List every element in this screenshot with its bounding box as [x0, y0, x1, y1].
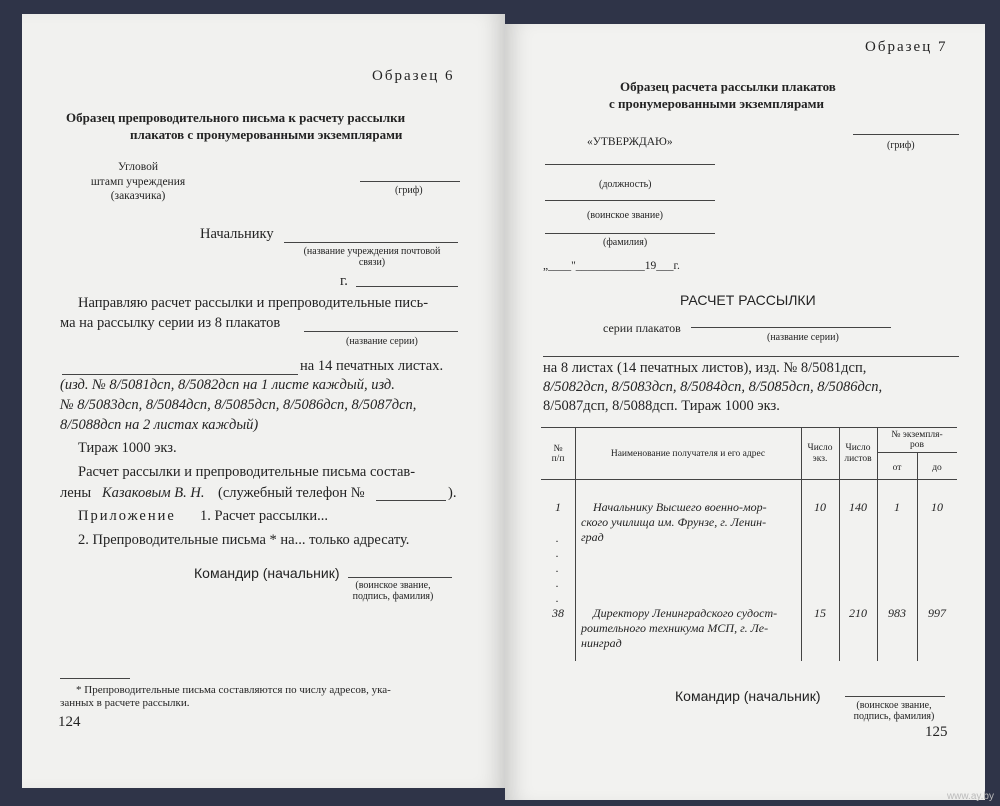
- para2-phone: (служебный телефон №: [218, 485, 365, 501]
- sample-label: Образец 7: [865, 39, 948, 55]
- col-from-header: от: [892, 463, 902, 473]
- right-page: Образец 7 Образец расчета рассылки плакатов с пронумерованными экземплярами «УТВЕРЖДАЮ» (гриф) (должность) (воинское звание) (фамилия) „____"____________19___г. РАСЧЕТ РАССЫЛКИ серии плакатов (название серии) на 8 листах (14 печатных листов), изд. № 8/5081дсп, 8/5082дсп, 8/5083дсп, 8/5084дсп, 8/5085дсп, 8/5086дсп, 8/5087дсп, 8/5088дсп. Тираж 1000 экз. № п/п Наименование получателя и его адрес Число экз. Число листов № экземпля- ров от до 1 Начальнику Высшего военно-мор- ского училища им. Фрунзе, г. Ленин- град 10 140 1 10 · · · · · 38 Директору Ленинградского судост- роительного техникума МСП, г. Ле- нинград 15 210 983 997 Командир (начальник) (воинское звание, подпись, фамилия) 125: [505, 24, 985, 800]
- para1-line1: Направляю расчет рассылки и препроводительные пись-: [78, 295, 429, 311]
- col-sheets-header-line1: Число: [845, 443, 871, 453]
- to-caption1: (название учреждения почтовой: [303, 246, 441, 257]
- position-caption: (должность): [599, 179, 652, 190]
- commander-label: Командир (начальник): [675, 688, 821, 704]
- commander-caption1: (воинское звание,: [856, 700, 932, 711]
- to-label: Начальнику: [200, 226, 274, 242]
- series-label: серии плакатов: [603, 321, 681, 335]
- para-line3: 8/5087дсп, 8/5088дсп. Тираж 1000 экз.: [543, 398, 780, 414]
- commander-line: [348, 577, 452, 578]
- left-page: [22, 14, 505, 788]
- grif-caption: (гриф): [395, 185, 423, 196]
- grif-caption: (гриф): [887, 140, 915, 151]
- to-caption2: связи): [358, 257, 386, 268]
- footnote-line2: занных в расчете рассылки.: [60, 697, 190, 709]
- series-line2: [543, 356, 959, 357]
- appendix-item1: 1. Расчет рассылки...: [200, 508, 329, 524]
- footnote-rule: [60, 678, 130, 679]
- position-line: [545, 164, 715, 165]
- commander-caption2: подпись, фамилия): [853, 711, 935, 722]
- date-line: „____"____________19___г.: [543, 260, 680, 272]
- rank-caption: (воинское звание): [587, 210, 663, 221]
- phone-line: [376, 500, 446, 501]
- page-number: 125: [925, 724, 948, 740]
- series-caption: (название серии): [767, 332, 839, 343]
- footnote-line1: * Препроводительные письма составляются по числу адресов, ука-: [76, 684, 391, 696]
- para-line1: на 8 листах (14 печатных листов), изд. № 8/5081дсп,: [543, 360, 867, 376]
- col-num-header-line2: п/п: [551, 454, 565, 464]
- col-name-header: Наименование получателя и его адрес: [610, 449, 766, 459]
- series-line: [691, 327, 891, 328]
- para1-line6: 8/5088дсп на 2 листах каждый): [60, 417, 259, 433]
- watermark: www.ay.by: [946, 791, 994, 802]
- para1-line5: № 8/5083дсп, 8/5084дсп, 8/5085дсп, 8/5086дсп, 8/5087дсп,: [60, 397, 417, 413]
- doc-title-line2: с пронумерованными экземплярами: [609, 96, 825, 111]
- commander-label: Командир (начальник): [194, 565, 340, 581]
- page-number: 124: [58, 714, 81, 730]
- stamp-line2: штамп учреждения: [90, 176, 186, 188]
- doc-title-line1: Образец расчета рассылки плакатов: [620, 79, 836, 94]
- city-line: [356, 286, 458, 287]
- col-range-header-line1: № экземпля-: [891, 430, 943, 440]
- col-num-header-line1: №: [553, 444, 563, 454]
- series-line2: [62, 374, 298, 375]
- grif-line: [853, 134, 959, 135]
- doc-title-line1: Образец препроводительного письма к расчету рассылки: [66, 110, 406, 125]
- commander-caption2: подпись, фамилия): [352, 591, 434, 602]
- stamp-line3: (заказчика): [110, 190, 166, 202]
- surname-caption: (фамилия): [603, 237, 648, 248]
- col-sheets-header-line2: листов: [844, 454, 872, 464]
- para1-line2: ма на рассылку серии из 8 плакатов: [60, 315, 281, 331]
- para1-line3: на 14 печатных листах.: [300, 358, 444, 374]
- series-line: [304, 331, 458, 332]
- para1-line4: (изд. № 8/5081дсп, 8/5082дсп на 1 листе каждый, изд.: [60, 377, 395, 393]
- grif-line: [360, 181, 460, 182]
- col-to-header: до: [932, 463, 942, 473]
- circulation: Тираж 1000 экз.: [78, 440, 177, 456]
- col-copies-header-line2: экз.: [812, 454, 828, 464]
- para2-end: ).: [448, 485, 457, 501]
- city-prefix: г.: [340, 273, 348, 289]
- commander-caption1: (воинское звание,: [355, 580, 431, 591]
- col-range-header-line2: ров: [910, 440, 924, 450]
- para2-line1: Расчет рассылки и препроводительные письма состав-: [78, 464, 416, 480]
- mailing-heading: РАСЧЕТ РАССЫЛКИ: [680, 292, 816, 308]
- series-caption: (название серии): [346, 336, 418, 347]
- commander-line: [845, 696, 945, 697]
- doc-title-line2: плакатов с пронумерованными экземплярами: [130, 127, 403, 142]
- row-ellipsis-dots: · · · · ·: [555, 534, 559, 608]
- appendix-label: Приложение: [78, 508, 176, 524]
- stamp-line1: Угловой: [117, 161, 158, 173]
- approve-label: «УТВЕРЖДАЮ»: [587, 136, 673, 148]
- para2-author: Казаковым В. Н.: [102, 485, 205, 501]
- surname-line: [545, 233, 715, 234]
- to-line: [284, 242, 458, 243]
- para-line2: 8/5082дсп, 8/5083дсп, 8/5084дсп, 8/5085дсп, 8/5086дсп,: [543, 379, 883, 395]
- col-copies-header-line1: Число: [807, 443, 833, 453]
- para2-line2a: лены: [60, 485, 92, 501]
- sample-label: Образец 6: [372, 68, 455, 84]
- appendix-item2: 2. Препроводительные письма * на... только адресату.: [78, 532, 410, 548]
- rank-line: [545, 200, 715, 201]
